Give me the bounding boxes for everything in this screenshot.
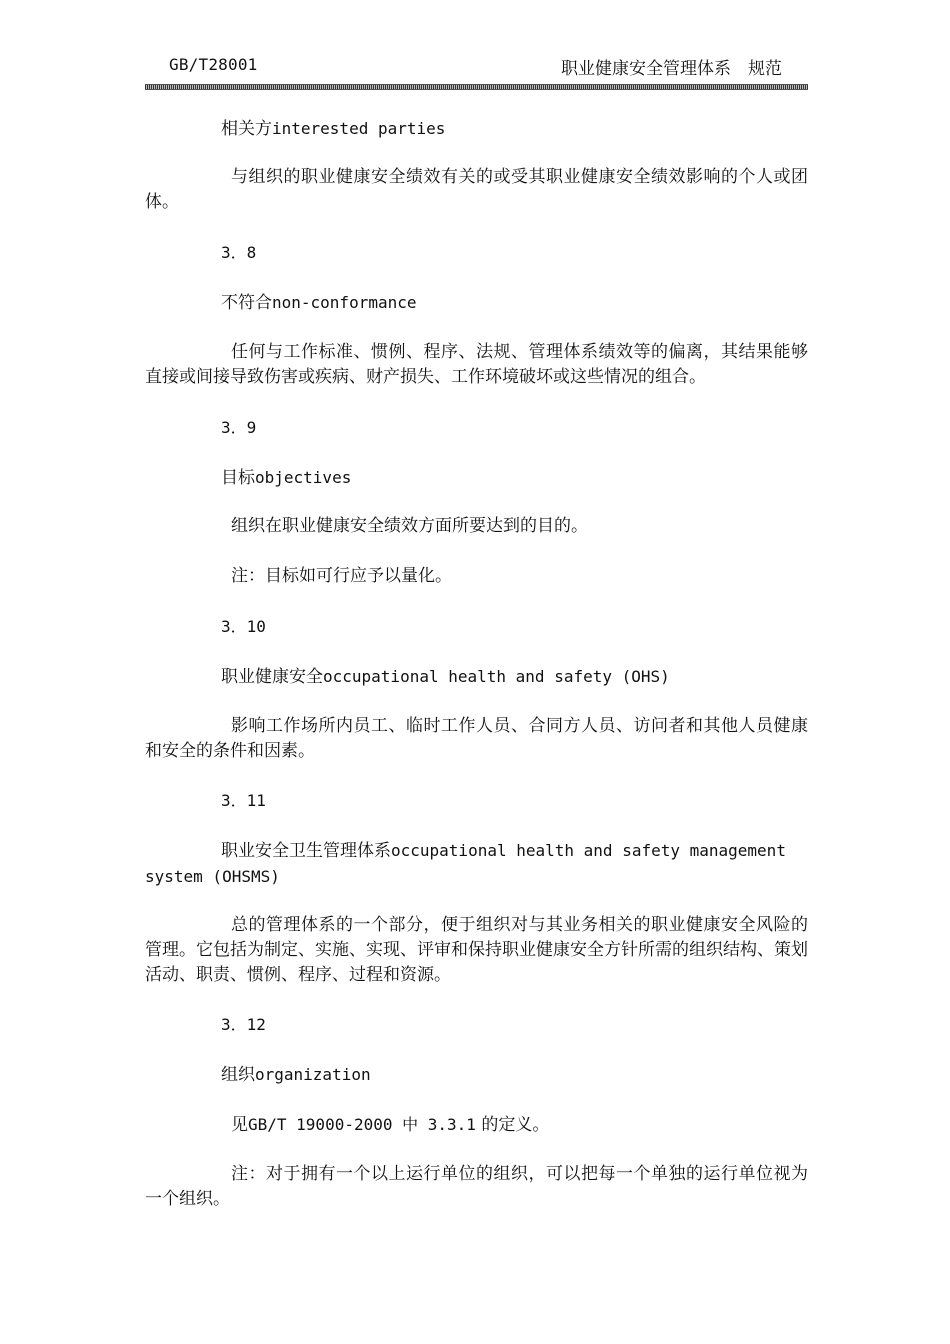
definition-ohsms: 总的管理体系的一个部分，便于组织对与其业务相关的职业健康安全风险的管理。它包括为制定、实施、实现、评审和保持职业健康安全方针所需的组织结构、策划活动、职责、惯例、程序、过程和资源。 [145, 915, 808, 985]
term-en: non-conformance [272, 293, 417, 312]
clause-number-3-11: 3．11 [221, 791, 266, 810]
term-cn: 组织 [221, 1065, 255, 1085]
note-organization: 注：对于拥有一个以上运行单位的组织，可以把每一个单独的运行单位视为一个组织。 [145, 1164, 808, 1209]
definition-ohs: 影响工作场所内员工、临时工作人员、合同方人员、访问者和其他人员健康和安全的条件和因素。 [145, 716, 808, 761]
header-rule [145, 84, 808, 90]
term-en: objectives [255, 468, 352, 487]
term-non-conformance [145, 290, 884, 316]
term-cn: 相关方 [221, 119, 272, 139]
clause-number-3-8: 3．8 [221, 243, 257, 262]
document-title: 职业健康安全管理体系 规范 [561, 59, 782, 79]
term-objectives [145, 465, 884, 491]
clause-number-3-9: 3．9 [221, 418, 257, 437]
term-en: interested parties [272, 119, 446, 138]
clause-number-3-10: 3．10 [221, 617, 266, 636]
note-objectives: 注：目标如可行应予以量化。 [231, 566, 452, 586]
clause-number-3-12: 3．12 [221, 1015, 266, 1034]
definition-suffix: 的定义。 [481, 1115, 550, 1135]
definition-reference: GB/T 19000-2000 中 3.3.1 [248, 1115, 476, 1134]
term-en: occupational health and safety (OHS) [323, 667, 670, 686]
term-ohsms [145, 838, 808, 890]
definition-non-conformance: 任何与工作标准、惯例、程序、法规、管理体系绩效等的偏离，其结果能够直接或间接导致伤害或疾病、财产损失、工作环境破坏或这些情况的组合。 [145, 342, 808, 387]
definition-objectives: 组织在职业健康安全绩效方面所要达到的目的。 [231, 516, 588, 536]
term-en: occupational health and safety management system (OHSMS) [145, 841, 786, 886]
term-cn: 目标 [221, 468, 255, 488]
definition-interested-parties: 与组织的职业健康安全绩效有关的或受其职业健康安全绩效影响的个人或团体。 [145, 167, 808, 212]
page-header [145, 50, 808, 86]
standard-code: GB/T28001 [169, 55, 258, 74]
term-cn: 职业健康安全 [221, 667, 323, 687]
term-cn: 职业安全卫生管理体系 [221, 841, 391, 861]
term-en: organization [255, 1065, 371, 1084]
term-interested-parties [145, 116, 884, 142]
term-cn: 不符合 [221, 293, 272, 313]
definition-prefix: 见 [231, 1115, 248, 1135]
term-ohs [145, 664, 884, 690]
term-organization [145, 1062, 884, 1088]
definition-organization [145, 1112, 808, 1138]
